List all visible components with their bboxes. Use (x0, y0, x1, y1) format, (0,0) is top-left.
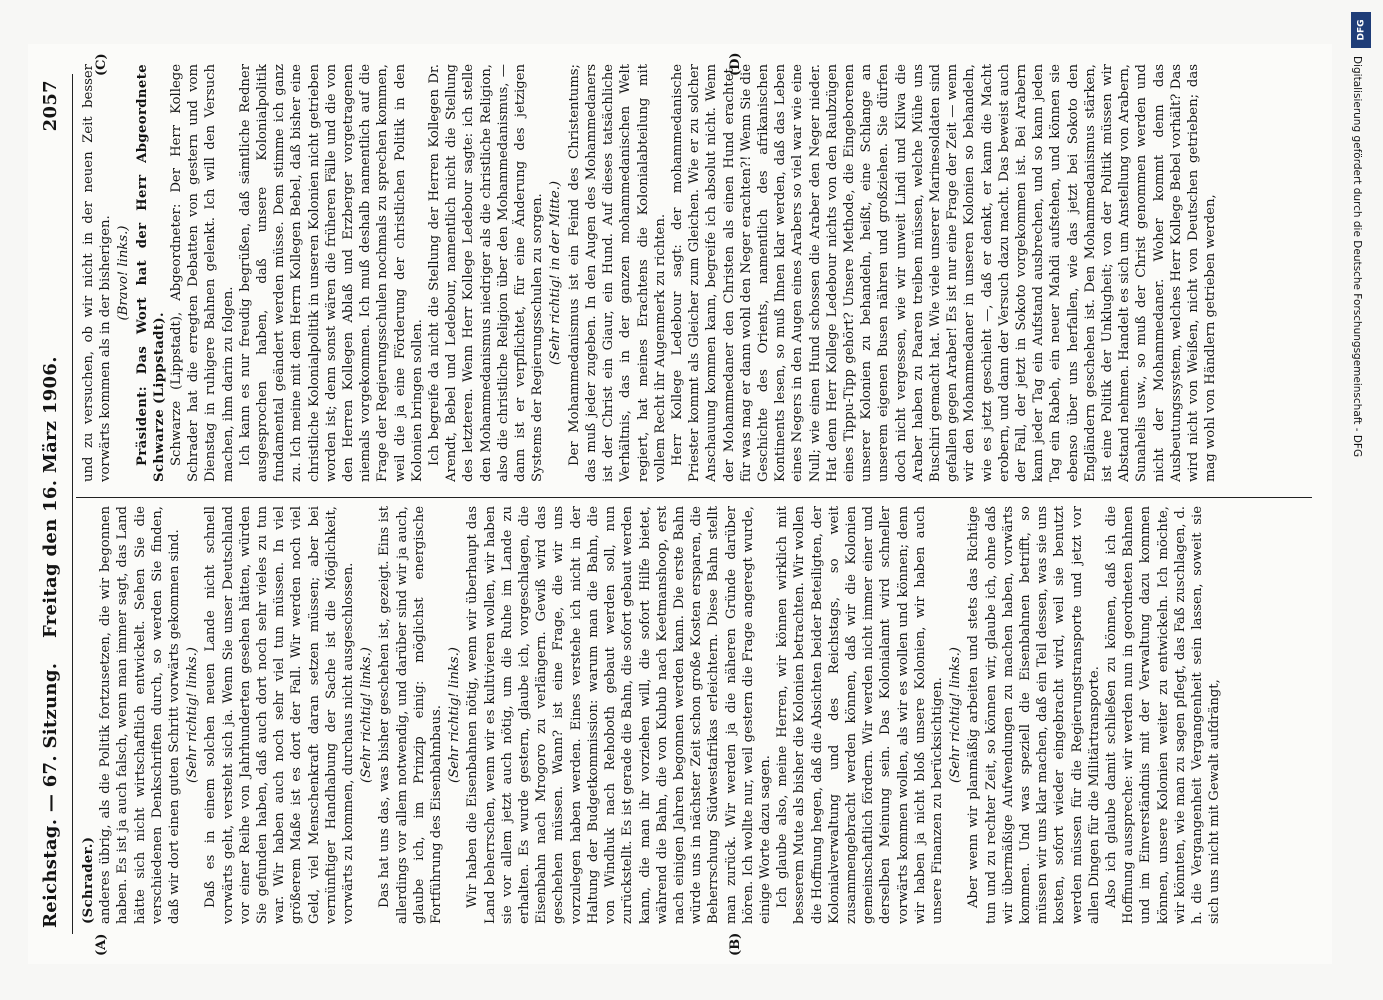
header-rule (72, 74, 73, 934)
left-column (80, 506, 1300, 924)
paragraph: Also ich glaube damit schließen zu können, daß ich die Hoffnung ausspreche: wir werden nun in geordneten Bahnen und im Einverständnis mit der Verwaltung dazu kommen können, unsere Kolonien weiter zu entwickeln. Ich möchte, wir könnten, wie man zu sagen pflegt, das Faß zuschlagen, d. h. die Vergangenheit Vergangenheit sein lassen, soweit sie sich uns nicht mit Gewalt aufdrängt, (1103, 506, 1223, 924)
paragraph: Herr Kollege Ledebour sagt: der mohammedanische Priester kommt als Gleicher zum Gleichen. Wie er zu solcher Anschauung kommen kann, begreife ich absolut nicht. Wenn der Mohammedaner den Christen als einen Hund erachtet, für was mag er dann wohl den Neger erachten?! Wenn Sie die Geschichte des Orients, namentlich des afrikanischen Kontinents lesen, so muß Ihnen klar werden, daß das Leben eines Negers in den Augen eines Arabers so viel war wie eine Null; wie einen Hund schossen die Araber den Neger nieder. Hat denn Herr Kollege Ledebour nichts von den Raubzügen eines Tippu-Tipp gehört? Unsere Methode, die Eingeborenen unserer Kolonien zu behandeln, heißt, eine Schlange an unserem eigenen Busen nähren und großziehen. Sie dürfen doch nicht vergessen, wie wir unweit Lindi und Kilwa die Araber haben zu Paaren treiben müssen, welche Mühe uns Buschiri gemacht hat. Wie viele unserer Marinesoldaten sind gefallen gegen Araber! Es ist nur eine Frage der Zeit — wenn wir den Mohammedaner in unseren Kolonien so behandeln, wie es jetzt geschieht —, daß er denkt, er kann die Macht erobern, und dann der Versuch dazu macht. Das beweist auch der Fall, der jetzt in Sokoto vorgekommen ist. Bei Arabern kann jeder Tag ein Aufstand ausbrechen, und so kann jeden Tag ein Rabeh, ein neuer Mahdi aufstehen, und können sie ebenso über uns herfallen, wie das jetzt bei Sokoto den Engländern geschehen ist. Den Mohammedanismus stärken, ist eine Politik der Unklugheit; von der Politik müssen wir Abstand nehmen. Handelt es sich um Anstellung von Arabern, Sunahelis usw., so muß der Christ genommen werden und nicht der Mohammedaner. Woher kommt denn das Ausbeutungssystem, welches Herr Kollege Bebel vorhält? Das wird nicht von Weißen, nicht von Deutschen getrieben; das mag wohl von Händlern getrieben werden, (669, 64, 1219, 482)
interjection: (Sehr richtig! links.) (359, 647, 375, 783)
dfg-logo (1351, 12, 1371, 48)
interjection: (Bravo! links.) (116, 225, 132, 321)
paragraph: Der Mohammedanismus ist ein Feind des Christentums; das muß jeder zugeben. In den Augen des Mohammedaners ist der Christ ein Giaur, ein Hund. Auf dieses tatsächliche Verhältnis, das in der ganzen mohammedanischen Welt regiert, hat meines Erachtens die Kolonialabteilung mit vollem Recht ihr Augenmerk zu richten. (566, 64, 668, 482)
digitization-note-text: Digitalisierung gefördert durch die Deutsche Forschungsgemeinschaft - DFG (1351, 56, 1363, 458)
page-content (28, 44, 1332, 964)
paragraph: Aber wenn wir planmäßig arbeiten und stets das Richtige tun und zu rechter Zeit, so können wir, glaube ich, ohne daß wir übermäßige Aufwendungen zu machen haben, vorwärts kommen. Und was speziell die Eisenbahnen betrifft, so müssen wir uns klar machen, daß ein Teil dessen, was sie uns kosten, sofort wieder eingebracht wird, weil sie benutzt werden müssen für die Regierungstransporte und jetzt vor allen Dingen für die Militärtransporte. (966, 506, 1102, 924)
paragraph: Ich begreife da nicht die Stellung der Herren Kollegen Dr. Arendt, Bebel und Ledebour, namentlich nicht die Stellung des letzteren. Wenn Herr Kollege Ledebour sagte: ich stelle den Mohammedanismus niedriger als die christliche Religion, also die christliche Religion über den Mohammedanismus, — dann ist er verpflichtet, für eine Änderung des jetzigen Systems der Regierungsschulen zu sorgen. (427, 64, 546, 482)
paragraph: anderes übrig, als die Politik fortzusetzen, die wir begonnen haben. Es ist ja auch falsch, wenn man immer sagt, das Land hätte sich nicht wirtschaftlich entwickelt. Sehen Sie die verschiedenen Denkschriften durch, so werden Sie finden, daß wir dort einen guten Schritt vorwärts gekommen sind. (98, 506, 183, 924)
scanned-page (28, 44, 1332, 964)
margin-marker-d: (D) (728, 52, 743, 76)
header-left: Reichstag. — 67. Sitzung. (40, 662, 61, 928)
paragraph: Wir haben die Eisenbahnen nötig, wenn wir überhaupt das Land beherrschen, wenn wir es kultivieren wollen, wir haben sie vor allem jetzt auch nötig, um die Ruhe im Lande zu erhalten. Es wurde gestern, glaube ich, vorgeschlagen, die Eisenbahn nach Mrogoro zu verlängern. Gewiß wird das geschehen müssen. Wann? ist eine Frage, die wir uns vorzulegen haben werden. Eines verstehe ich nicht in der Haltung der Budgetkommission: warum man die Bahn, die von Windhuk nach Rehoboth gebaut werden soll, nun zurückstellt. Es ist gerade die Bahn, die sofort gebaut werden kann, die man ihr vorziehen will, die sofort Hilfe bietet, während die Bahn, die von Kubub nach Keetmanshoop, erst nach einigen Jahren begonnen werden kann. Die erste Bahn würde uns in nächster Zeit schon große Kosten ersparen, die Beherrschung Südwestafrikas erleichtern. Diese Bahn stellt man zurück. Wir werden ja die näheren Gründe darüber hören. Ich wollte nur, weil gestern die Frage angeregt wurde, einige Worte dazu sagen. (465, 506, 773, 924)
margin-marker-c: (C) (94, 53, 109, 76)
page-number: 2057 (40, 80, 61, 132)
paragraph: und zu versuchen, ob wir nicht in der neuen Zeit besser vorwärts kommen als in der bisherigen. (81, 64, 114, 482)
paragraph: Daß es in einem solchen neuen Lande nicht schnell vorwärts geht, versteht sich ja. Wenn Sie unser Deutschland vor einer Reihe von Jahrhunderten gesehen hätten, würden Sie gefunden haben, daß auch dort noch sehr vieles zu tun war. Wir haben auch noch sehr viel tun müssen. In viel größerem Maße ist es dort der Fall. Wir werden noch viel Geld, viel Menschenkraft daran setzen müssen; aber bei vernünftiger Handhabung der Sache ist die Möglichkeit, vorwärts zu kommen, durchaus nicht ausgeschlossen. (203, 506, 357, 924)
president-statement: Präsident: Das Wort hat der Herr Abgeordnete Schwarze (Lippstadt). (134, 64, 167, 482)
interjection: (Sehr richtig! links.) (447, 647, 463, 783)
paragraph: Ich glaube also, meine Herren, wir können wirklich mit besserem Mute als bisher die Kolonien betrachten. Wir wollen die Hoffnung hegen, daß die Absichten beider Beteiligten, der Kolonialverwaltung und des Reichstags, so weit zusammengebracht werden können, daß wir die Kolonien gemeinschaftlich fördern. Wir werden nicht immer einer und derselben Meinung sein. Das Kolonialamt wird schneller vorwärts kommen wollen, als wir es wollen und können; denn wir haben ja nicht bloß unsere Kolonien, wir haben auch unsere Finanzen zu berücksichtigen. (775, 506, 945, 924)
interjection: (Sehr richtig! in der Mitte.) (548, 181, 564, 365)
paragraph: Das hat uns das, was bisher geschehen ist, gezeigt. Eins ist allerdings vor allem notwendig, und darüber sind wir ja auch, glaube ich, im Prinzip einig: möglichst energische Fortführung des Eisenbahnbaus. (377, 506, 445, 924)
paragraph: Ich kann es nur freudig begrüßen, daß sämtliche Redner ausgesprochen haben, daß unsere Kolonialpolitik fundamental geändert werden müsse. Dem stimme ich ganz zu. Ich meine mit dem Herrn Kollegen Bebel, daß bisher eine christliche Kolonialpolitik in unseren Kolonien nicht getrieben worden ist; denn sonst wären die früheren Fälle und die von den Herren Kollegen Ablaß und Erzberger vorgetragenen niemals vorgekommen. Ich muß deshalb namentlich auf die Frage der Regierungsschulen nochmals zu sprechen kommen, weil die ja eine Förderung der christlichen Politik in den Kolonien bringen sollen. (237, 64, 425, 482)
column-divider (76, 497, 1312, 498)
dfg-logo-text: DFG (1356, 19, 1367, 41)
running-header (38, 80, 68, 928)
margin-marker-a: (A) (94, 933, 109, 956)
speaker-label: (Schrader.) (81, 836, 96, 924)
digitization-note (1345, 8, 1381, 992)
right-column (80, 64, 1300, 482)
interjection: (Sehr richtig! links.) (948, 647, 964, 783)
speaker-intro: Schwarze (Lippstadt), Abgeordneter: Der Herr Kollege Schrader hat die erregten Debatten von gestern und vom Dienstag in ruhigere Bahnen gelenkt. Ich will den Versuch machen, ihm darin zu folgen. (169, 64, 236, 482)
margin-marker-b: (B) (728, 932, 743, 956)
interjection: (Sehr richtig! links.) (185, 647, 201, 783)
header-date: Freitag den 16. März 1906. (40, 356, 61, 638)
